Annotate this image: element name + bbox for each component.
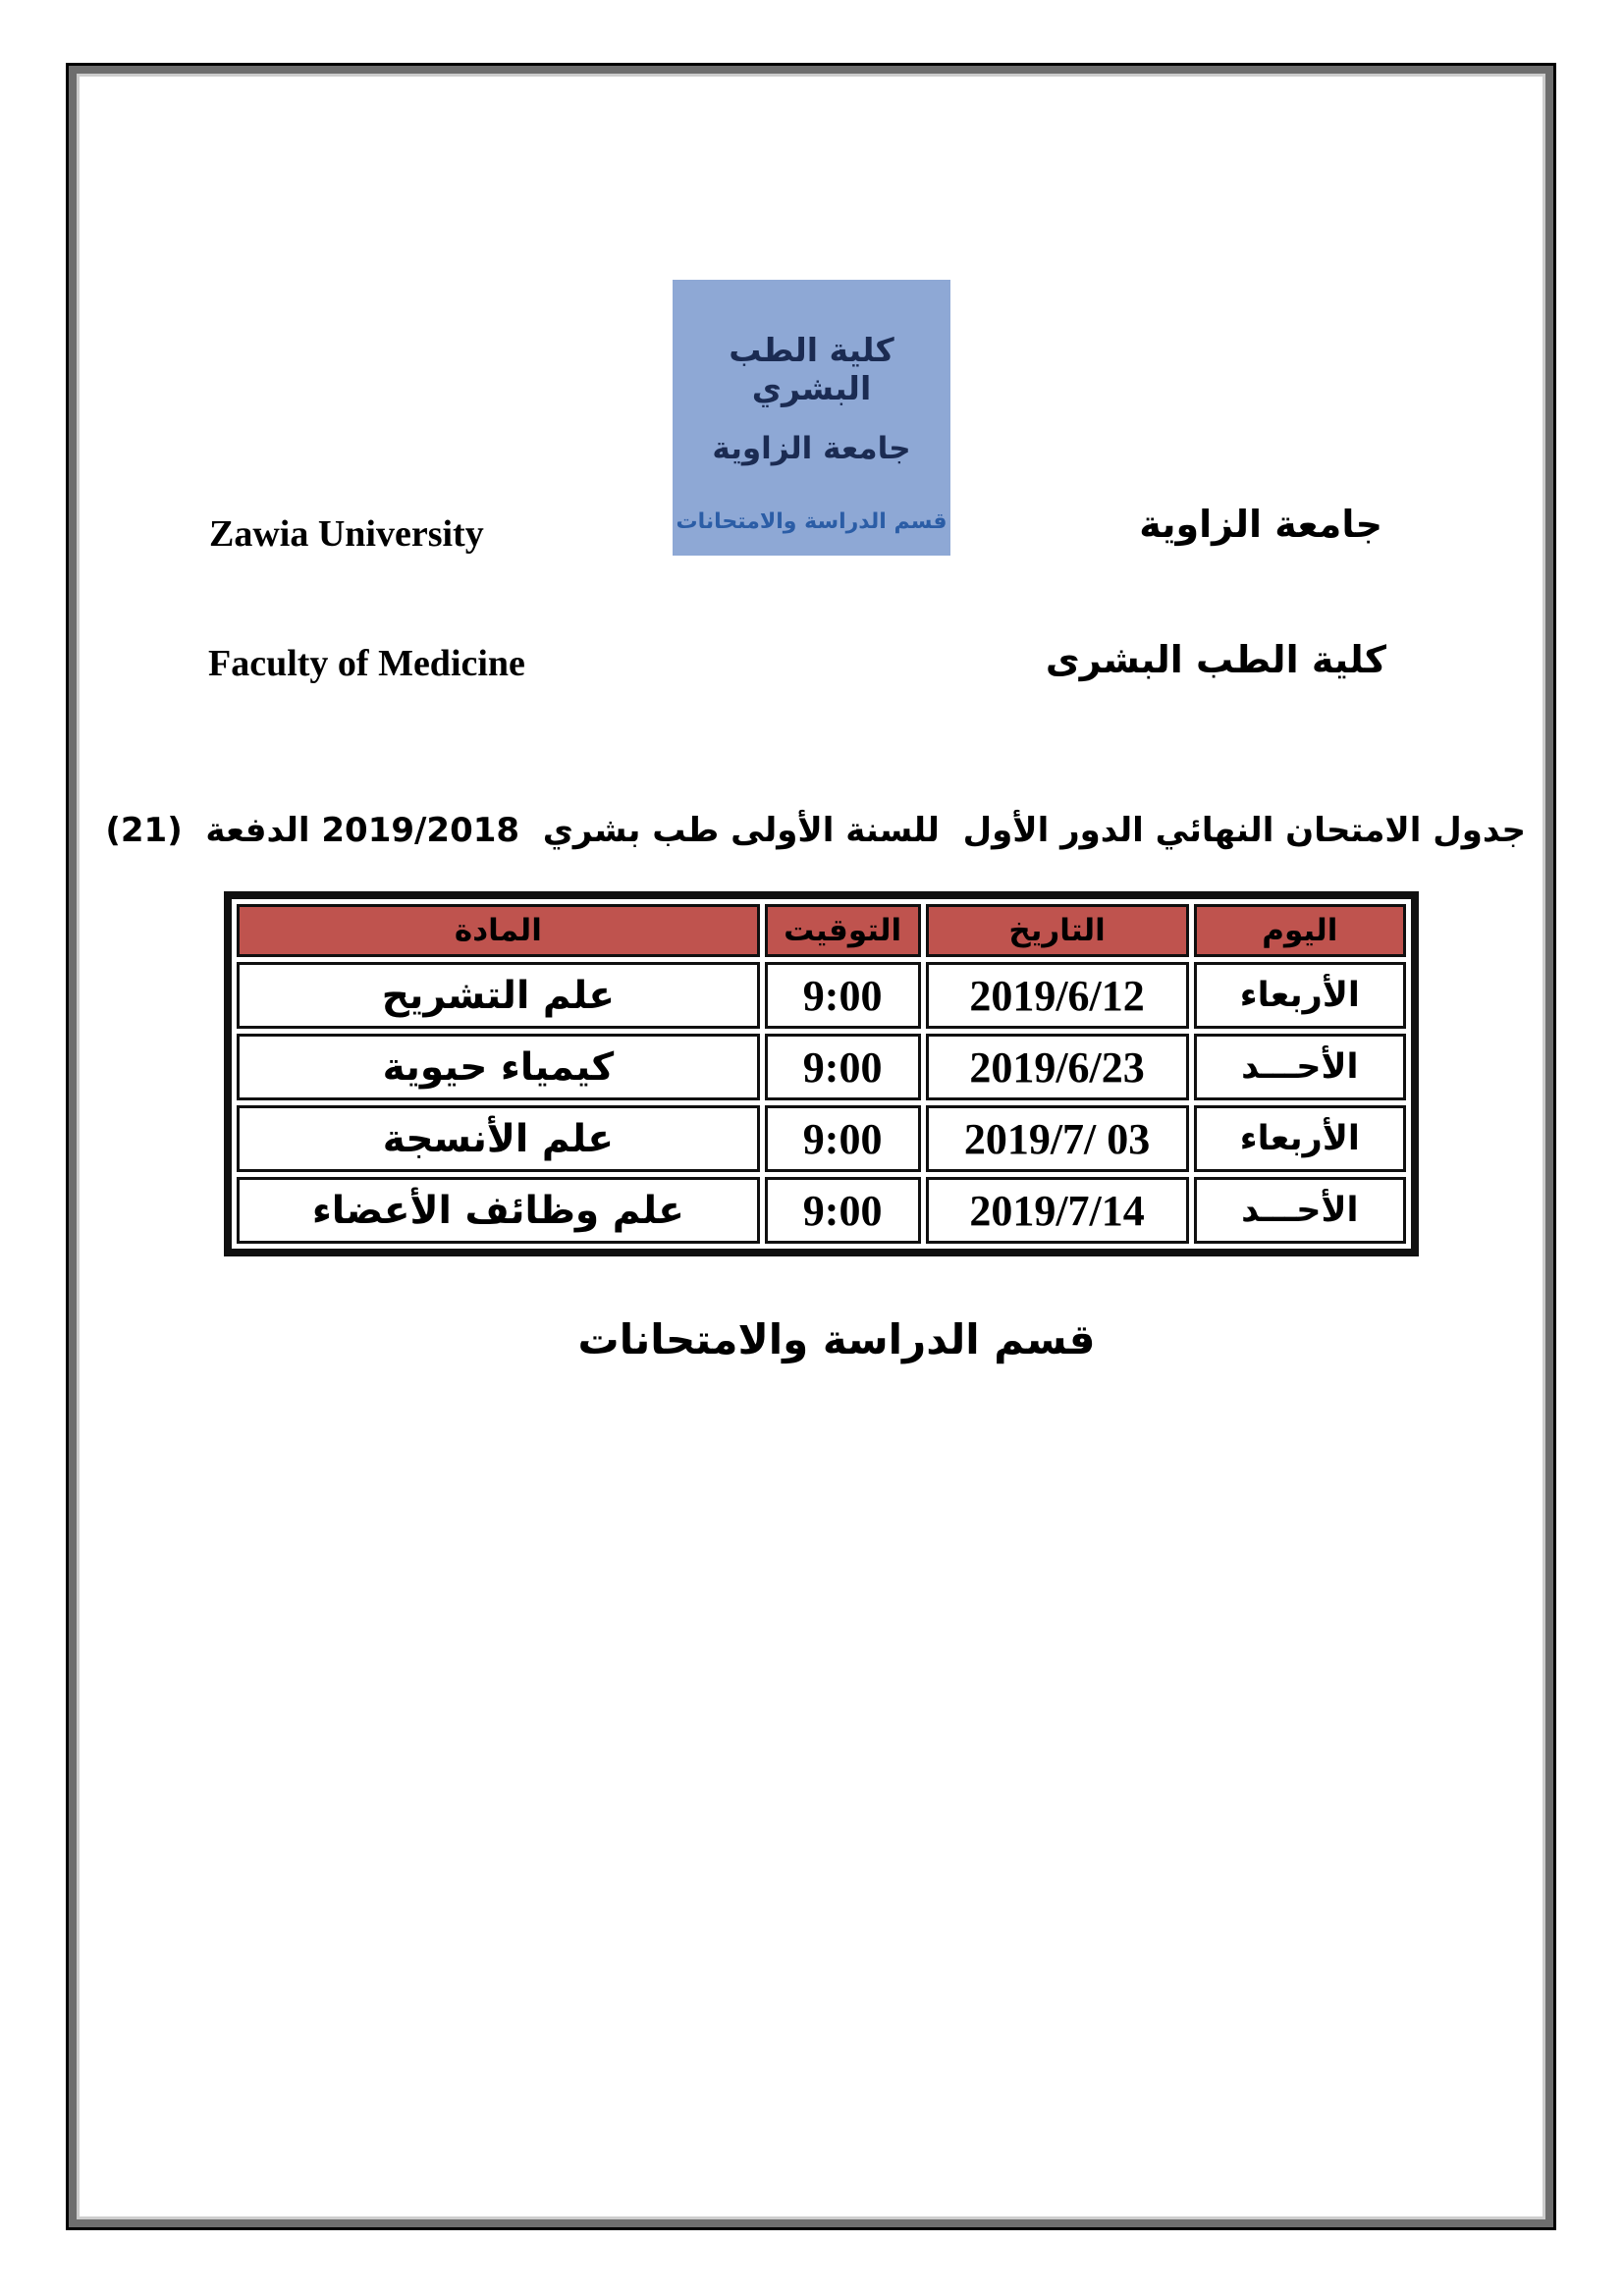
subject-cell: علم الأنسجة (237, 1105, 760, 1172)
day-cell: الأربعاء (1194, 1105, 1406, 1172)
date-cell: 2019/7/ 03 (926, 1105, 1189, 1172)
table-row (237, 1105, 1406, 1172)
exam-schedule-table (224, 891, 1419, 1256)
subject-cell: علم وظائف الأعضاء (237, 1177, 760, 1244)
table-row (237, 1177, 1406, 1244)
time-cell: 9:00 (765, 962, 921, 1029)
subject-cell: كيمياء حيوية (237, 1034, 760, 1100)
faculty-name-english: Faculty of Medicine (208, 643, 525, 684)
university-name-arabic: جامعة الزاوية (1139, 503, 1382, 546)
date-cell: 2019/6/23 (926, 1034, 1189, 1100)
time-cell: 9:00 (765, 1034, 921, 1100)
table-row (237, 1034, 1406, 1100)
logo-university-name: جامعة الزاوية (712, 431, 911, 466)
schedule-title: جدول الامتحان النهائي الدور الأول للسنة الأولى طب بشري 2019/2018 الدفعة (21) (105, 811, 1526, 850)
day-cell: الأحـــد (1194, 1177, 1406, 1244)
date-cell: 2019/6/12 (926, 962, 1189, 1029)
time-cell: 9:00 (765, 1177, 921, 1244)
col-header-subject: المادة (237, 904, 760, 957)
table-header-row (237, 904, 1406, 957)
subject-cell: علم التشريح (237, 962, 760, 1029)
time-cell: 9:00 (765, 1105, 921, 1172)
col-header-date: التاريخ (926, 904, 1189, 957)
logo-department-name: قسم الدراسة والامتحانات (676, 509, 947, 534)
date-cell: 2019/7/14 (926, 1177, 1189, 1244)
col-header-day: اليوم (1194, 904, 1406, 957)
college-logo (673, 280, 950, 556)
day-cell: الأربعاء (1194, 962, 1406, 1029)
day-cell: الأحـــد (1194, 1034, 1406, 1100)
department-footer: قسم الدراسة والامتحانات (577, 1315, 1096, 1363)
faculty-name-arabic: كلية الطب البشرى (1045, 638, 1386, 681)
university-name-english: Zawia University (209, 513, 484, 555)
col-header-time: التوقيت (765, 904, 921, 957)
logo-college-name: كلية الطب البشري (729, 331, 894, 407)
table-row (237, 962, 1406, 1029)
